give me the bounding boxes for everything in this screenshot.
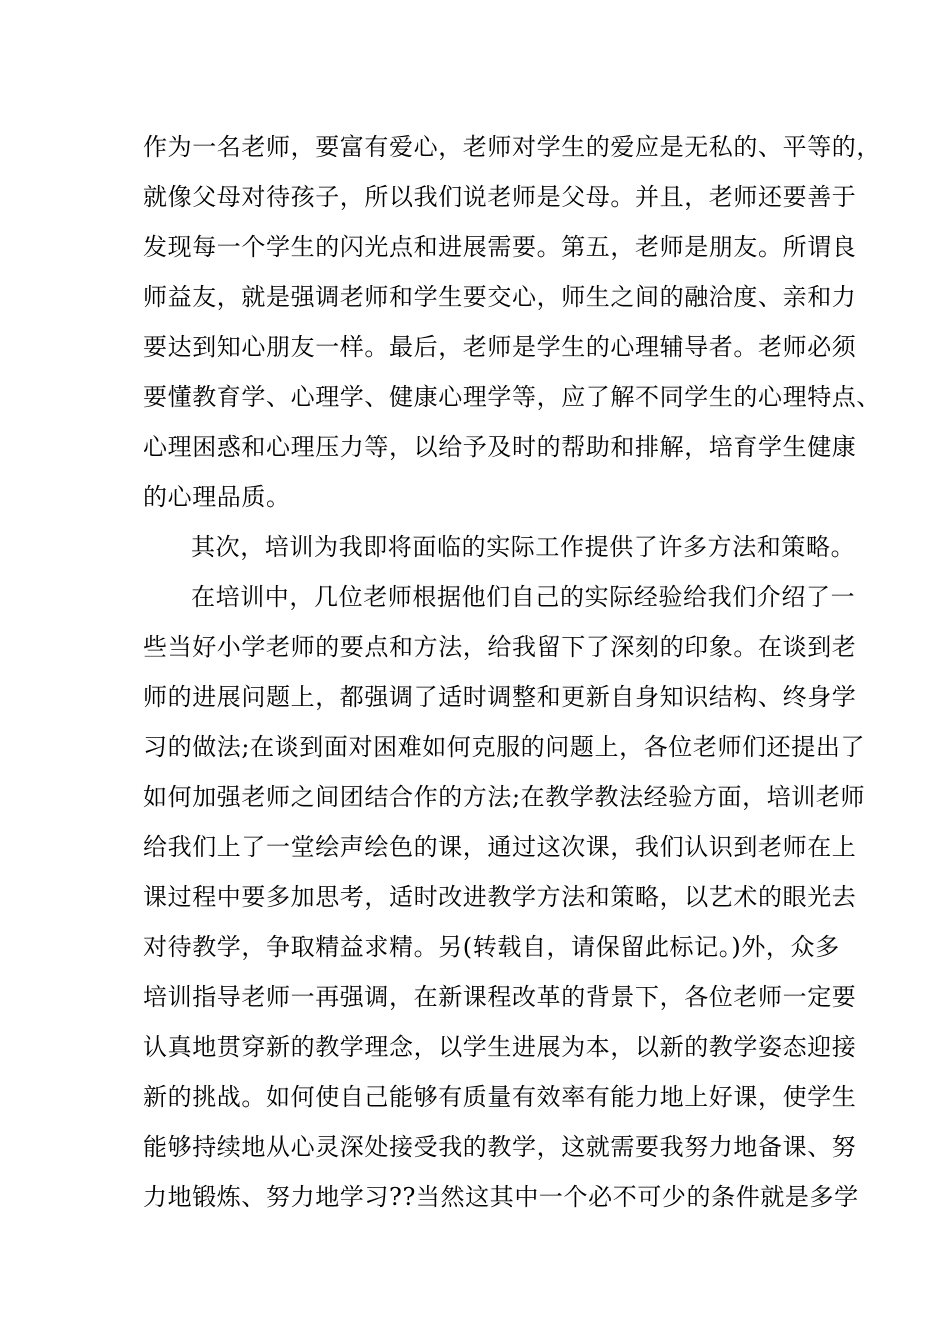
text-line: 就像父母对待孩子，所以我们说老师是父母。并且，老师还要善于 — [143, 183, 857, 211]
text-line: 给我们上了一堂绘声绘色的课，通过这次课，我们认识到老师在上 — [143, 833, 857, 861]
text-line: 能够持续地从心灵深处接受我的教学，这就需要我努力地备课、努 — [143, 1133, 857, 1161]
text-line: 如何加强老师之间团结合作的方法;在教学教法经验方面，培训老师 — [143, 783, 866, 811]
text-line: 要懂教育学、心理学、健康心理学等，应了解不同学生的心理特点、 — [143, 383, 881, 411]
text-line: 师的进展问题上，都强调了适时调整和更新自身知识结构、终身学 — [143, 683, 857, 711]
text-line: 习的做法;在谈到面对困难如何克服的问题上，各位老师们还提出了 — [143, 733, 866, 761]
text-line: 对待教学，争取精益求精。另(转载自，请保留此标记。)外，众多 — [143, 933, 840, 961]
text-line: 培训指导老师一再强调，在新课程改革的背景下，各位老师一定要 — [143, 983, 857, 1011]
paragraph-first-line: 在培训中，几位老师根据他们自己的实际经验给我们介绍了一 — [191, 583, 856, 611]
paragraph-first-line: 其次，培训为我即将面临的实际工作提供了许多方法和策略。 — [191, 533, 856, 561]
text-line: 发现每一个学生的闪光点和进展需要。第五，老师是朋友。所谓良 — [143, 233, 857, 261]
text-line: 认真地贯穿新的教学理念，以学生进展为本，以新的教学姿态迎接 — [143, 1033, 857, 1061]
text-line: 的心理品质。 — [143, 483, 291, 511]
text-line: 课过程中要多加思考，适时改进教学方法和策略，以艺术的眼光去 — [143, 883, 857, 911]
text-line: 新的挑战。如何使自己能够有质量有效率有能力地上好课，使学生 — [143, 1083, 857, 1111]
text-line: 些当好小学老师的要点和方法，给我留下了深刻的印象。在谈到老 — [143, 633, 857, 661]
text-line: 力地锻炼、努力地学习??当然这其中一个必不可少的条件就是多学 — [143, 1183, 859, 1211]
text-line: 作为一名老师，要富有爱心，老师对学生的爱应是无私的、平等的， — [143, 133, 881, 161]
text-line: 心理困惑和心理压力等，以给予及时的帮助和排解，培育学生健康 — [143, 433, 857, 461]
text-line: 师益友，就是强调老师和学生要交心，师生之间的融洽度、亲和力 — [143, 283, 857, 311]
text-line: 要达到知心朋友一样。最后，老师是学生的心理辅导者。老师必须 — [143, 333, 857, 361]
